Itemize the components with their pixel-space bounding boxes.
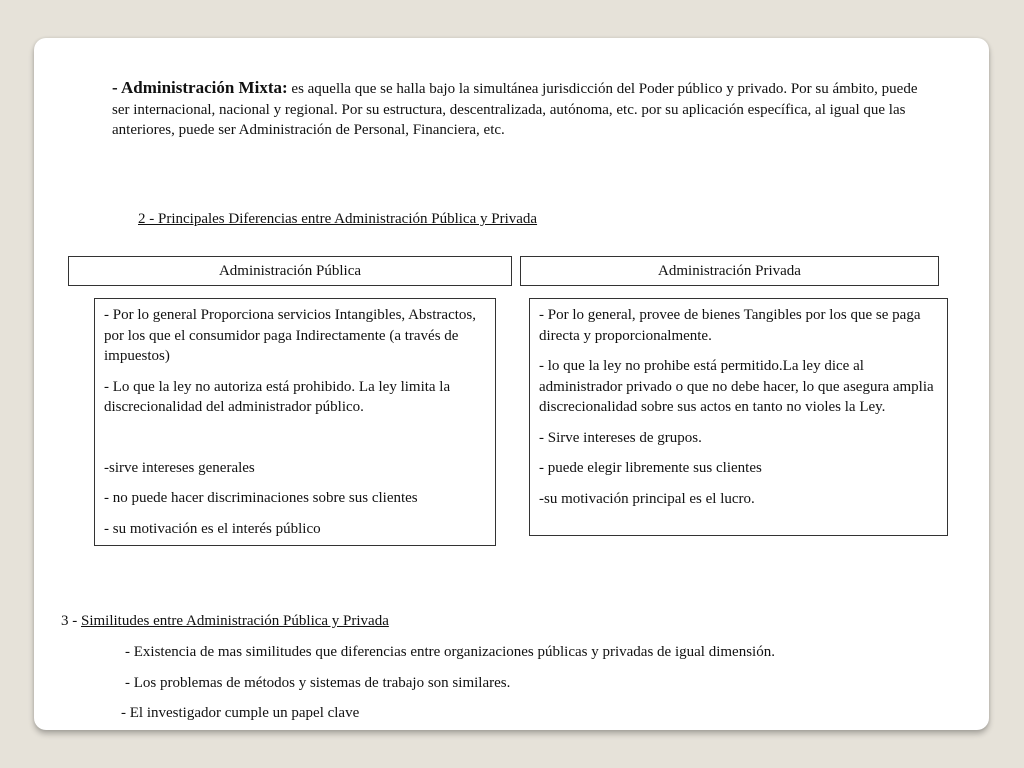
blank-line xyxy=(104,428,486,448)
publica-list xyxy=(94,298,496,546)
list-item: - puede elegir libremente sus clientes xyxy=(539,460,762,476)
list-item: - Sirve intereses de grupos. xyxy=(539,429,702,446)
similarity-item: - El investigador cumple un papel clave xyxy=(121,705,360,721)
list-item: - lo que la ley no prohibe está permitido.La ley dice al administrador privado o que no debe hacer, lo que asegura amplia discrecionalidad sobre sus actos en tanto no violes la Ley. xyxy=(539,358,934,415)
section3-title-text: Similitudes entre Administración Pública y Privada xyxy=(81,613,389,629)
list-item: -sirve intereses generales xyxy=(104,459,255,476)
privada-header-label: Administración Privada xyxy=(658,262,801,279)
publica-header-label: Administración Pública xyxy=(218,262,362,279)
intro-text: es aquella que se halla bajo la simultánea jurisdicción del Poder público y privado. Por su ámbito, puede ser internacional, nacional y regional. Por su estructura, descentralizada, autónoma, etc. por su aplicación específica, al igual que las anteriores, puede ser Administración de Personal, Financiera, etc. xyxy=(112,81,918,138)
list-item: - no puede hacer discriminaciones sobre sus clientes xyxy=(104,490,418,506)
list-item: -su motivación principal es el lucro. xyxy=(539,490,755,507)
section3-title xyxy=(61,613,389,630)
intro-lead: - Administración Mixta: xyxy=(112,78,288,97)
section2-title: 2 - Principales Diferencias entre Administración Pública y Privada xyxy=(138,211,538,227)
list-item: - su motivación es el interés público xyxy=(104,520,321,537)
section3-prefix: 3 - xyxy=(61,613,81,629)
list-item: - Lo que la ley no autoriza está prohibido. La ley limita la discrecionalidad del administrador público. xyxy=(104,378,451,415)
list-item: - Por lo general, provee de bienes Tangibles por los que se paga directa y proporcionalmente. xyxy=(539,307,921,344)
publica-header xyxy=(68,256,512,286)
intro-paragraph xyxy=(112,78,922,141)
similarity-item: - Los problemas de métodos y sistemas de trabajo son similares. xyxy=(125,675,511,691)
privada-header xyxy=(520,256,939,286)
list-item: - Por lo general Proporciona servicios Intangibles, Abstractos, por los que el consumidor paga Indirectamente (a través de impuestos) xyxy=(104,307,476,364)
similarity-item: - Existencia de mas similitudes que diferencias entre organizaciones públicas y privadas de igual dimensión. xyxy=(125,644,775,660)
privada-list xyxy=(529,298,948,536)
